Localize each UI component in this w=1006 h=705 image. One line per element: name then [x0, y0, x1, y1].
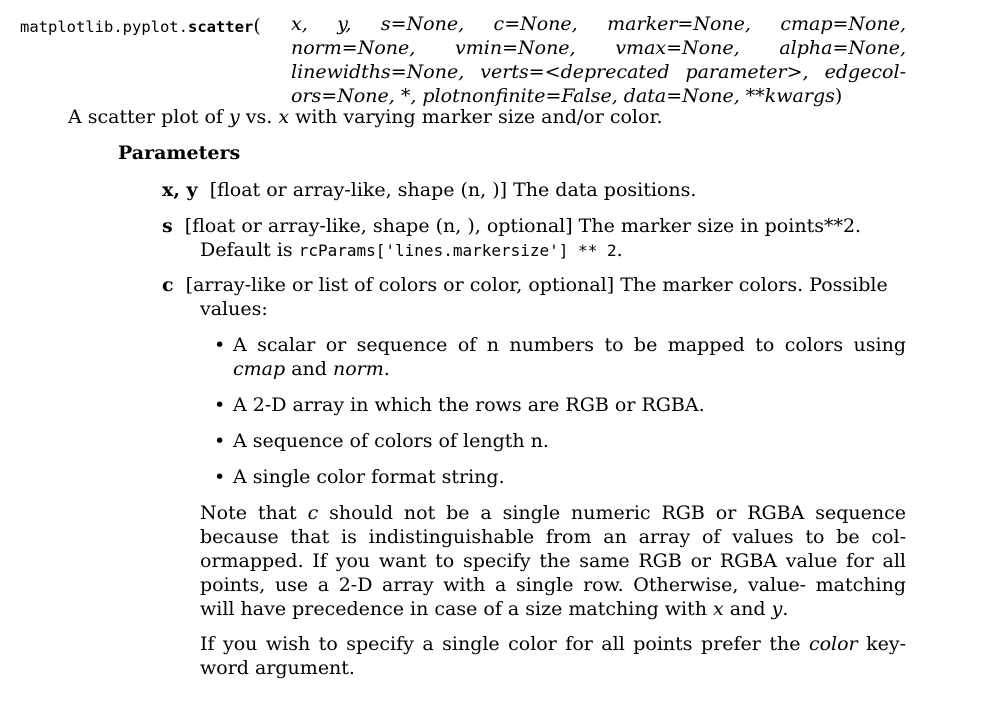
- signature-line: norm=None, vmin=None, vmax=None, alpha=None,: [291, 37, 906, 59]
- param-xy: [162, 178, 906, 202]
- bullet-dot: •: [214, 334, 226, 356]
- bullet-italic: norm: [332, 358, 384, 380]
- note-text: Note that: [200, 502, 308, 524]
- signature-parameters: [291, 12, 906, 108]
- bullet-text: .: [383, 358, 390, 380]
- bullet-dot: •: [214, 394, 226, 416]
- function-name: [20, 15, 261, 37]
- list-item: [214, 333, 906, 381]
- signature-line: x, y, s=None, c=None, marker=None, cmap=None,: [291, 13, 906, 35]
- param-name: x, y: [162, 179, 198, 201]
- bullet-dot: •: [214, 466, 226, 488]
- note-text: key- word argument.: [200, 633, 907, 679]
- signature-line: [291, 84, 906, 108]
- param-name: s: [162, 215, 173, 237]
- summary-line: [68, 106, 662, 128]
- note-paragraph: [200, 501, 906, 621]
- note-italic: y: [771, 598, 783, 620]
- open-paren: (: [253, 15, 261, 37]
- parameters-heading: Parameters: [118, 142, 241, 164]
- bullet-text: A single color format string.: [233, 466, 505, 488]
- function-identifier: scatter: [187, 18, 254, 36]
- color-note-paragraph: [200, 632, 906, 680]
- param-desc-cont: values:: [200, 298, 268, 320]
- note-text: should not be a single numeric RGB or RGBA sequence because that is indistinguishable from an array of values to be col- ormapped. If you want to specify the same RGB or RGBA value for all points, use a 2-D array with a single row. Otherwise, value- matching will have precedence in case of a size matching with: [200, 502, 907, 620]
- param-desc: [float or array-like, shape (n, ), optional] The marker size in points**2.: [184, 215, 862, 237]
- param-desc: [array-like or list of colors or color, optional] The marker colors. Possible: [185, 274, 888, 296]
- note-italic: color: [808, 633, 858, 655]
- bullet-text: and: [285, 358, 333, 380]
- summary-text: A scatter plot of: [68, 106, 229, 128]
- param-name: c: [162, 274, 174, 296]
- param-c: [162, 273, 906, 321]
- signature-line: linewidths=None, verts=<deprecated parameter>, edgecol-: [291, 61, 906, 83]
- bullet-text: A 2-D array in which the rows are RGB or RGBA.: [233, 394, 705, 416]
- list-item: [214, 465, 906, 489]
- bullet-text: A sequence of colors of length n.: [233, 430, 549, 452]
- default-suffix: .: [616, 239, 623, 261]
- default-code: rcParams['lines.markersize'] ** 2: [298, 241, 617, 260]
- list-item: [214, 393, 906, 417]
- summary-x: x: [278, 106, 290, 128]
- default-label: Default is: [200, 239, 299, 261]
- note-italic: x: [713, 598, 724, 620]
- param-s: [162, 214, 906, 263]
- note-italic: c: [307, 502, 319, 524]
- signature-line-text: ors=None, *, plotnonfinite=False, data=None, **kwargs: [291, 85, 835, 107]
- bullet-list: [214, 429, 906, 453]
- summary-text: vs.: [239, 106, 279, 128]
- list-item: [214, 429, 906, 453]
- summary-y: y: [228, 106, 240, 128]
- bullet-dot: •: [214, 430, 226, 452]
- bullet-list: [214, 465, 906, 489]
- summary-text: with varying marker size and/or color.: [289, 106, 663, 128]
- module-path: matplotlib.pyplot.: [20, 18, 188, 36]
- note-text: If you wish to specify a single color for all points prefer the: [200, 633, 809, 655]
- bullet-italic: cmap: [233, 358, 286, 380]
- param-desc: [float or array-like, shape (n, )] The data positions.: [209, 179, 697, 201]
- note-text: .: [782, 598, 789, 620]
- note-text: and: [723, 598, 772, 620]
- bullet-list: [214, 333, 906, 381]
- bullet-list: [214, 393, 906, 417]
- bullet-text: A scalar or sequence of n numbers to be mapped to colors using: [233, 334, 906, 356]
- close-paren: ): [834, 85, 843, 107]
